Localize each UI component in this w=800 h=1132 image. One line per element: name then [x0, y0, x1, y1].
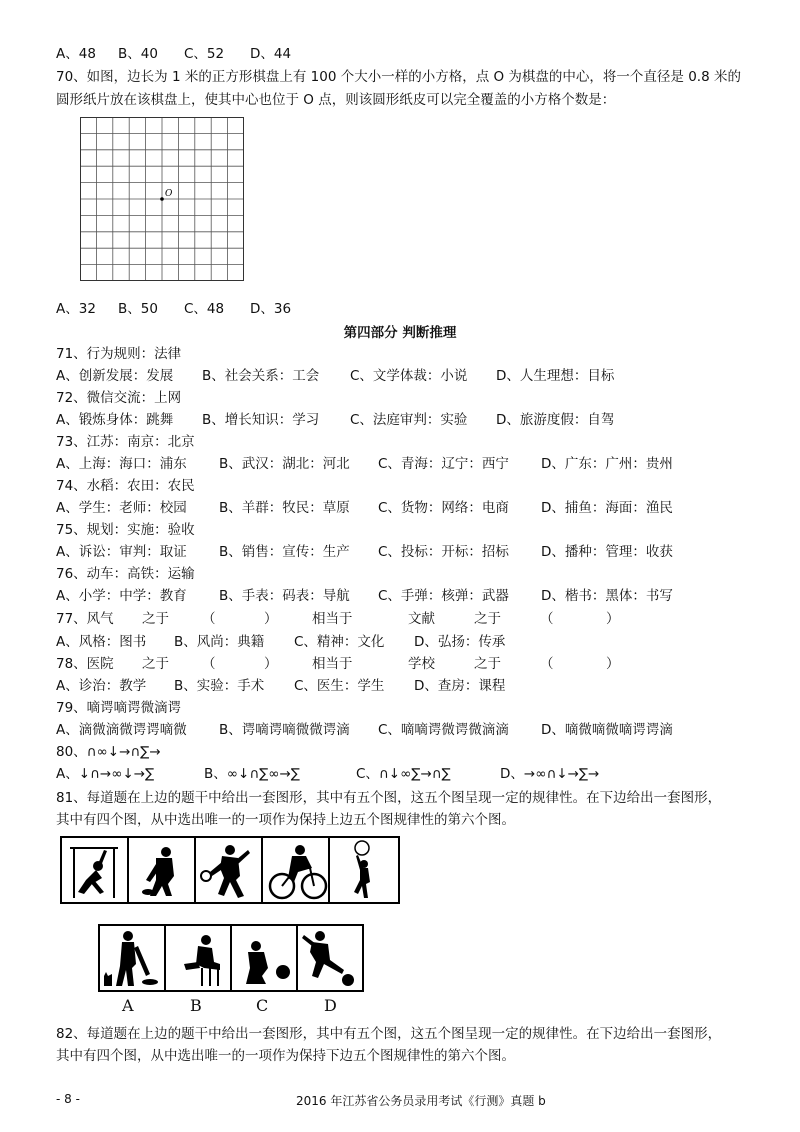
option-c: C、∩↓∞∑→∩∑ [356, 766, 451, 782]
q78-part: 之于 [474, 656, 501, 672]
option-a: A、风格：图书 [56, 634, 147, 650]
q82-stem-line2: 其中有四个图，从中选出唯一的一项作为保持下边五个图规律性的第六个图。 [56, 1048, 515, 1064]
gymnast-figure-icon [70, 848, 118, 898]
q72-stem: 72、微信交流：上网 [56, 390, 182, 406]
option-b: B、武汉：湖北：河北 [219, 456, 350, 472]
q70-stem-line2: 圆形纸片放在该棋盘上，使其中心也位于 O 点，则该圆形纸皮可以完全覆盖的小方格个数是： [56, 92, 616, 108]
option-d: D、嘀微嘀微嘀谔谔滴 [541, 722, 673, 738]
option-d: D、广东：广州：贵州 [541, 456, 673, 472]
q76-stem: 76、动车：高铁：运输 [56, 566, 195, 582]
q78-part: （ [540, 656, 554, 672]
option-b: B、实验：手术 [174, 678, 265, 694]
option-d: D、捕鱼：海面：渔民 [541, 500, 673, 516]
option-c: C、精神：文化 [294, 634, 385, 650]
q79-stem: 79、嘀谔嘀谔微滴谔 [56, 700, 182, 716]
option-c: C、法庭审判：实验 [350, 412, 468, 428]
option-b: B、手表：码表：导航 [219, 588, 350, 604]
option-c: C、手弹：核弹：武器 [378, 588, 509, 604]
option-c: C、52 [184, 46, 225, 62]
chessboard-figure [80, 117, 244, 281]
q77-part: 之于 [142, 611, 169, 627]
q77-part: 之于 [474, 611, 501, 627]
option-a: A、诉讼：审判：取证 [56, 544, 187, 560]
q78-part: ） [264, 656, 278, 672]
figure-label-a: A [122, 996, 134, 1015]
option-b: B、销售：宣传：生产 [219, 544, 350, 560]
option-a: A、48 [56, 46, 96, 62]
q81-question-figures [60, 836, 400, 904]
figure-label-d: D [324, 996, 337, 1015]
option-b: B、羊群：牧民：草原 [219, 500, 350, 516]
q78-part: 之于 [142, 656, 169, 672]
center-label: O [165, 189, 173, 199]
ball-player-icon [246, 941, 290, 984]
option-b: B、社会关系：工会 [202, 368, 320, 384]
option-d: D、36 [250, 301, 292, 317]
q82-stem-line1: 82、每道题在上边的题干中给出一套图形，其中有五个图，这五个图呈现一定的规律性。在下边给出一套图形， [56, 1026, 722, 1042]
option-b: B、增长知识：学习 [202, 412, 320, 428]
option-b: B、风尚：典籍 [174, 634, 265, 650]
option-b: B、∞↓∩∑∞→∑ [204, 766, 300, 782]
option-d: D、楷书：黑体：书写 [541, 588, 673, 604]
cyclist-icon [270, 845, 326, 898]
page-number: - 8 - [56, 1092, 80, 1106]
option-b: B、50 [118, 301, 158, 317]
figure-label-c: C [256, 996, 269, 1015]
q77-part: 相当于 [312, 611, 353, 627]
q81-stem-line1: 81、每道题在上边的题干中给出一套图形，其中有五个图，这五个图呈现一定的规律性。在下边给出一套图形， [56, 790, 722, 806]
option-d: D、查房：课程 [414, 678, 506, 694]
q78-part: （ [202, 656, 216, 672]
q78-part: ） [606, 656, 620, 672]
option-c: C、医生：学生 [294, 678, 385, 694]
seated-reader-icon [184, 935, 220, 986]
option-a: A、↓∩→∞↓→∑ [56, 766, 155, 782]
center-point [160, 197, 164, 201]
soccer-kicker-icon [302, 931, 354, 986]
option-b: B、40 [118, 46, 158, 62]
q77-part: ） [264, 611, 278, 627]
option-c: C、文学体裁：小说 [350, 368, 468, 384]
q81-stem-line2: 其中有四个图，从中选出唯一的一项作为保持上边五个图规律性的第六个图。 [56, 812, 515, 828]
option-a: A、学生：老师：校园 [56, 500, 187, 516]
q78-part: 学校 [408, 656, 435, 672]
figure-label-b: B [190, 996, 202, 1015]
option-c: C、48 [184, 301, 225, 317]
rhythmic-gymnast-icon [354, 841, 370, 898]
option-c: C、货物：网络：电商 [378, 500, 509, 516]
option-c: C、青海：辽宁：西宁 [378, 456, 509, 472]
option-a: A、锻炼身体：跳舞 [56, 412, 174, 428]
sweeping-person-icon [104, 931, 158, 986]
option-a: A、滴微滴微谔谔嘀微 [56, 722, 187, 738]
q77-part: ） [606, 611, 620, 627]
option-a: A、创新发展：发展 [56, 368, 174, 384]
q77-part: （ [202, 611, 216, 627]
q75-stem: 75、规划：实施：验收 [56, 522, 195, 538]
option-a: A、32 [56, 301, 96, 317]
bending-athlete-icon [142, 847, 174, 896]
option-a: A、上海：海口：浦东 [56, 456, 187, 472]
option-a: A、诊治：教学 [56, 678, 147, 694]
option-a: A、小学：中学：教育 [56, 588, 187, 604]
option-d: D、人生理想：目标 [496, 368, 615, 384]
section-title: 第四部分 判断推理 [343, 325, 457, 341]
option-d: D、弘扬：传承 [414, 634, 506, 650]
q70-stem-line1: 70、如图，边长为 1 米的正方形棋盘上有 100 个大小一样的小方格，点 O 为棋盘的中心，将一个直径是 0.8 米的 [56, 69, 741, 85]
option-b: B、谔嘀谔嘀微微谔滴 [219, 722, 350, 738]
option-d: D、旅游度假：自驾 [496, 412, 615, 428]
q77-part: 文献 [408, 611, 435, 627]
q81-option-figures [98, 924, 364, 992]
option-d: D、→∞∩↓→∑→ [500, 766, 600, 782]
q71-stem: 71、行为规则：法律 [56, 346, 182, 362]
q73-stem: 73、江苏：南京：北京 [56, 434, 195, 450]
q74-stem: 74、水稻：农田：农民 [56, 478, 195, 494]
option-c: C、投标：开标：招标 [378, 544, 509, 560]
option-c: C、嘀嘀谔微谔微滴滴 [378, 722, 509, 738]
q78-part: 相当于 [312, 656, 353, 672]
q78-part: 78、医院 [56, 656, 114, 672]
footer-title: 2016 年江苏省公务员录用考试《行测》真题 b [296, 1094, 546, 1108]
tennis-player-icon [201, 845, 250, 898]
option-d: D、播种：管理：收获 [541, 544, 673, 560]
option-d: D、44 [250, 46, 292, 62]
q77-part: 77、风气 [56, 611, 114, 627]
q80-stem: 80、∩∞↓→∩∑→ [56, 744, 161, 760]
q77-part: （ [540, 611, 554, 627]
